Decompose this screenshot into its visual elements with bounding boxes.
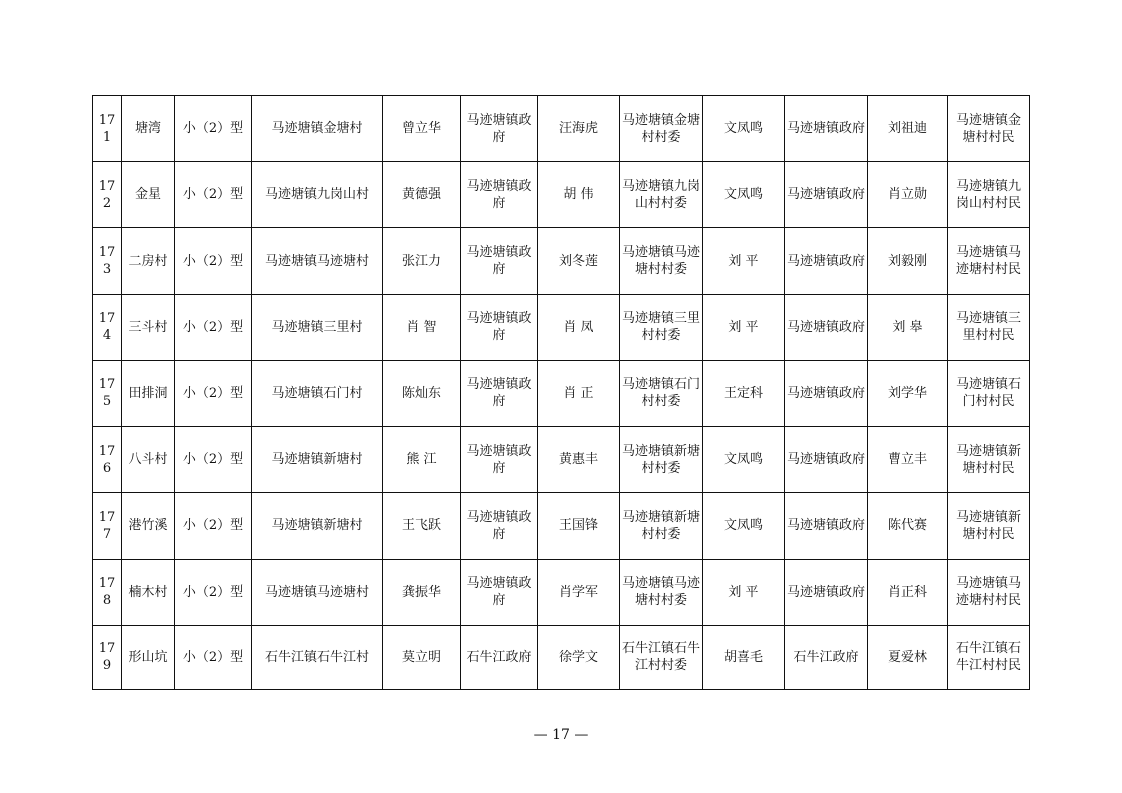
- reservoir-type-cell: 小（2）型: [175, 493, 252, 559]
- manager-person-cell: 肖立勋: [868, 162, 948, 228]
- table-row: [93, 559, 1030, 625]
- location-cell: 马迹塘镇三里村: [252, 294, 383, 360]
- government-responsible-person-cell: 张江力: [383, 228, 461, 294]
- technical-responsible-person-cell: 肖学军: [538, 559, 620, 625]
- government-responsible-person-cell: 莫立明: [383, 625, 461, 689]
- patrol-responsible-person-cell: 文凤鸣: [703, 427, 785, 493]
- government-responsible-person-cell: 曾立华: [383, 96, 461, 162]
- government-unit-cell: 马迹塘镇政府: [461, 360, 538, 426]
- technical-responsible-person-cell: 汪海虎: [538, 96, 620, 162]
- government-responsible-person-cell: 龚振华: [383, 559, 461, 625]
- manager-unit-cell: 马迹塘镇石门村村民: [948, 360, 1030, 426]
- patrol-unit-cell: 石牛江政府: [785, 625, 868, 689]
- row-number-cell: 177: [93, 493, 122, 559]
- reservoir-type-cell: 小（2）型: [175, 427, 252, 493]
- manager-person-cell: 刘祖迪: [868, 96, 948, 162]
- patrol-responsible-person-cell: 刘 平: [703, 559, 785, 625]
- manager-person-cell: 刘 皋: [868, 294, 948, 360]
- reservoir-name-cell: 二房村: [122, 228, 175, 294]
- technical-unit-cell: 马迹塘镇马迹塘村村委: [620, 228, 703, 294]
- location-cell: 石牛江镇石牛江村: [252, 625, 383, 689]
- technical-responsible-person-cell: 徐学文: [538, 625, 620, 689]
- government-unit-cell: 马迹塘镇政府: [461, 493, 538, 559]
- technical-unit-cell: 马迹塘镇新塘村村委: [620, 493, 703, 559]
- patrol-unit-cell: 马迹塘镇政府: [785, 162, 868, 228]
- patrol-responsible-person-cell: 刘 平: [703, 294, 785, 360]
- patrol-responsible-person-cell: 胡喜毛: [703, 625, 785, 689]
- reservoir-name-cell: 金星: [122, 162, 175, 228]
- reservoir-name-cell: 三斗村: [122, 294, 175, 360]
- manager-unit-cell: 马迹塘镇马迹塘村村民: [948, 559, 1030, 625]
- page-number: — 17 —: [533, 727, 589, 743]
- government-unit-cell: 马迹塘镇政府: [461, 96, 538, 162]
- patrol-responsible-person-cell: 王定科: [703, 360, 785, 426]
- row-number-cell: 172: [93, 162, 122, 228]
- location-cell: 马迹塘镇九岗山村: [252, 162, 383, 228]
- table-row: [93, 360, 1030, 426]
- reservoir-name-cell: 田排洞: [122, 360, 175, 426]
- technical-unit-cell: 石牛江镇石牛江村村委: [620, 625, 703, 689]
- location-cell: 马迹塘镇马迹塘村: [252, 559, 383, 625]
- government-unit-cell: 马迹塘镇政府: [461, 228, 538, 294]
- table-body: [93, 96, 1030, 690]
- row-number-cell: 173: [93, 228, 122, 294]
- government-responsible-person-cell: 熊 江: [383, 427, 461, 493]
- row-number-cell: 179: [93, 625, 122, 689]
- government-unit-cell: 马迹塘镇政府: [461, 162, 538, 228]
- government-responsible-person-cell: 陈灿东: [383, 360, 461, 426]
- government-unit-cell: 马迹塘镇政府: [461, 427, 538, 493]
- reservoir-name-cell: 港竹溪: [122, 493, 175, 559]
- technical-unit-cell: 马迹塘镇石门村村委: [620, 360, 703, 426]
- manager-person-cell: 刘毅刚: [868, 228, 948, 294]
- patrol-unit-cell: 马迹塘镇政府: [785, 228, 868, 294]
- manager-unit-cell: 马迹塘镇马迹塘村村民: [948, 228, 1030, 294]
- government-responsible-person-cell: 王飞跃: [383, 493, 461, 559]
- table-row: [93, 493, 1030, 559]
- government-unit-cell: 马迹塘镇政府: [461, 294, 538, 360]
- manager-unit-cell: 马迹塘镇新塘村村民: [948, 427, 1030, 493]
- manager-unit-cell: 马迹塘镇金塘村村民: [948, 96, 1030, 162]
- patrol-unit-cell: 马迹塘镇政府: [785, 360, 868, 426]
- manager-person-cell: 夏爱林: [868, 625, 948, 689]
- manager-person-cell: 肖正科: [868, 559, 948, 625]
- patrol-responsible-person-cell: 文凤鸣: [703, 493, 785, 559]
- reservoir-type-cell: 小（2）型: [175, 294, 252, 360]
- reservoir-responsibility-table: [92, 95, 1030, 690]
- row-number-cell: 171: [93, 96, 122, 162]
- row-number-cell: 174: [93, 294, 122, 360]
- row-number-cell: 175: [93, 360, 122, 426]
- location-cell: 马迹塘镇新塘村: [252, 493, 383, 559]
- row-number-cell: 178: [93, 559, 122, 625]
- technical-unit-cell: 马迹塘镇九岗山村村委: [620, 162, 703, 228]
- technical-unit-cell: 马迹塘镇马迹塘村村委: [620, 559, 703, 625]
- location-cell: 马迹塘镇金塘村: [252, 96, 383, 162]
- technical-responsible-person-cell: 刘冬莲: [538, 228, 620, 294]
- government-unit-cell: 石牛江政府: [461, 625, 538, 689]
- manager-unit-cell: 石牛江镇石牛江村村民: [948, 625, 1030, 689]
- reservoir-name-cell: 塘湾: [122, 96, 175, 162]
- patrol-unit-cell: 马迹塘镇政府: [785, 493, 868, 559]
- technical-responsible-person-cell: 胡 伟: [538, 162, 620, 228]
- reservoir-type-cell: 小（2）型: [175, 360, 252, 426]
- technical-unit-cell: 马迹塘镇三里村村委: [620, 294, 703, 360]
- reservoir-type-cell: 小（2）型: [175, 162, 252, 228]
- reservoir-type-cell: 小（2）型: [175, 559, 252, 625]
- table-row: [93, 294, 1030, 360]
- manager-unit-cell: 马迹塘镇三里村村民: [948, 294, 1030, 360]
- manager-person-cell: 刘学华: [868, 360, 948, 426]
- table-row: [93, 228, 1030, 294]
- manager-person-cell: 曹立丰: [868, 427, 948, 493]
- table-row: [93, 96, 1030, 162]
- manager-unit-cell: 马迹塘镇新塘村村民: [948, 493, 1030, 559]
- government-responsible-person-cell: 黄德强: [383, 162, 461, 228]
- reservoir-type-cell: 小（2）型: [175, 96, 252, 162]
- manager-person-cell: 陈代赛: [868, 493, 948, 559]
- patrol-unit-cell: 马迹塘镇政府: [785, 294, 868, 360]
- reservoir-name-cell: 楠木村: [122, 559, 175, 625]
- reservoir-name-cell: 形山坑: [122, 625, 175, 689]
- technical-unit-cell: 马迹塘镇新塘村村委: [620, 427, 703, 493]
- table-row: [93, 625, 1030, 689]
- technical-responsible-person-cell: 肖 正: [538, 360, 620, 426]
- technical-responsible-person-cell: 肖 凤: [538, 294, 620, 360]
- location-cell: 马迹塘镇马迹塘村: [252, 228, 383, 294]
- reservoir-type-cell: 小（2）型: [175, 228, 252, 294]
- patrol-unit-cell: 马迹塘镇政府: [785, 96, 868, 162]
- table-row: [93, 162, 1030, 228]
- patrol-responsible-person-cell: 刘 平: [703, 228, 785, 294]
- location-cell: 马迹塘镇石门村: [252, 360, 383, 426]
- row-number-cell: 176: [93, 427, 122, 493]
- reservoir-name-cell: 八斗村: [122, 427, 175, 493]
- reservoir-type-cell: 小（2）型: [175, 625, 252, 689]
- technical-unit-cell: 马迹塘镇金塘村村委: [620, 96, 703, 162]
- patrol-unit-cell: 马迹塘镇政府: [785, 559, 868, 625]
- patrol-responsible-person-cell: 文凤鸣: [703, 162, 785, 228]
- table-row: [93, 427, 1030, 493]
- location-cell: 马迹塘镇新塘村: [252, 427, 383, 493]
- patrol-responsible-person-cell: 文凤鸣: [703, 96, 785, 162]
- patrol-unit-cell: 马迹塘镇政府: [785, 427, 868, 493]
- government-unit-cell: 马迹塘镇政府: [461, 559, 538, 625]
- manager-unit-cell: 马迹塘镇九岗山村村民: [948, 162, 1030, 228]
- government-responsible-person-cell: 肖 智: [383, 294, 461, 360]
- technical-responsible-person-cell: 黄惠丰: [538, 427, 620, 493]
- technical-responsible-person-cell: 王国锋: [538, 493, 620, 559]
